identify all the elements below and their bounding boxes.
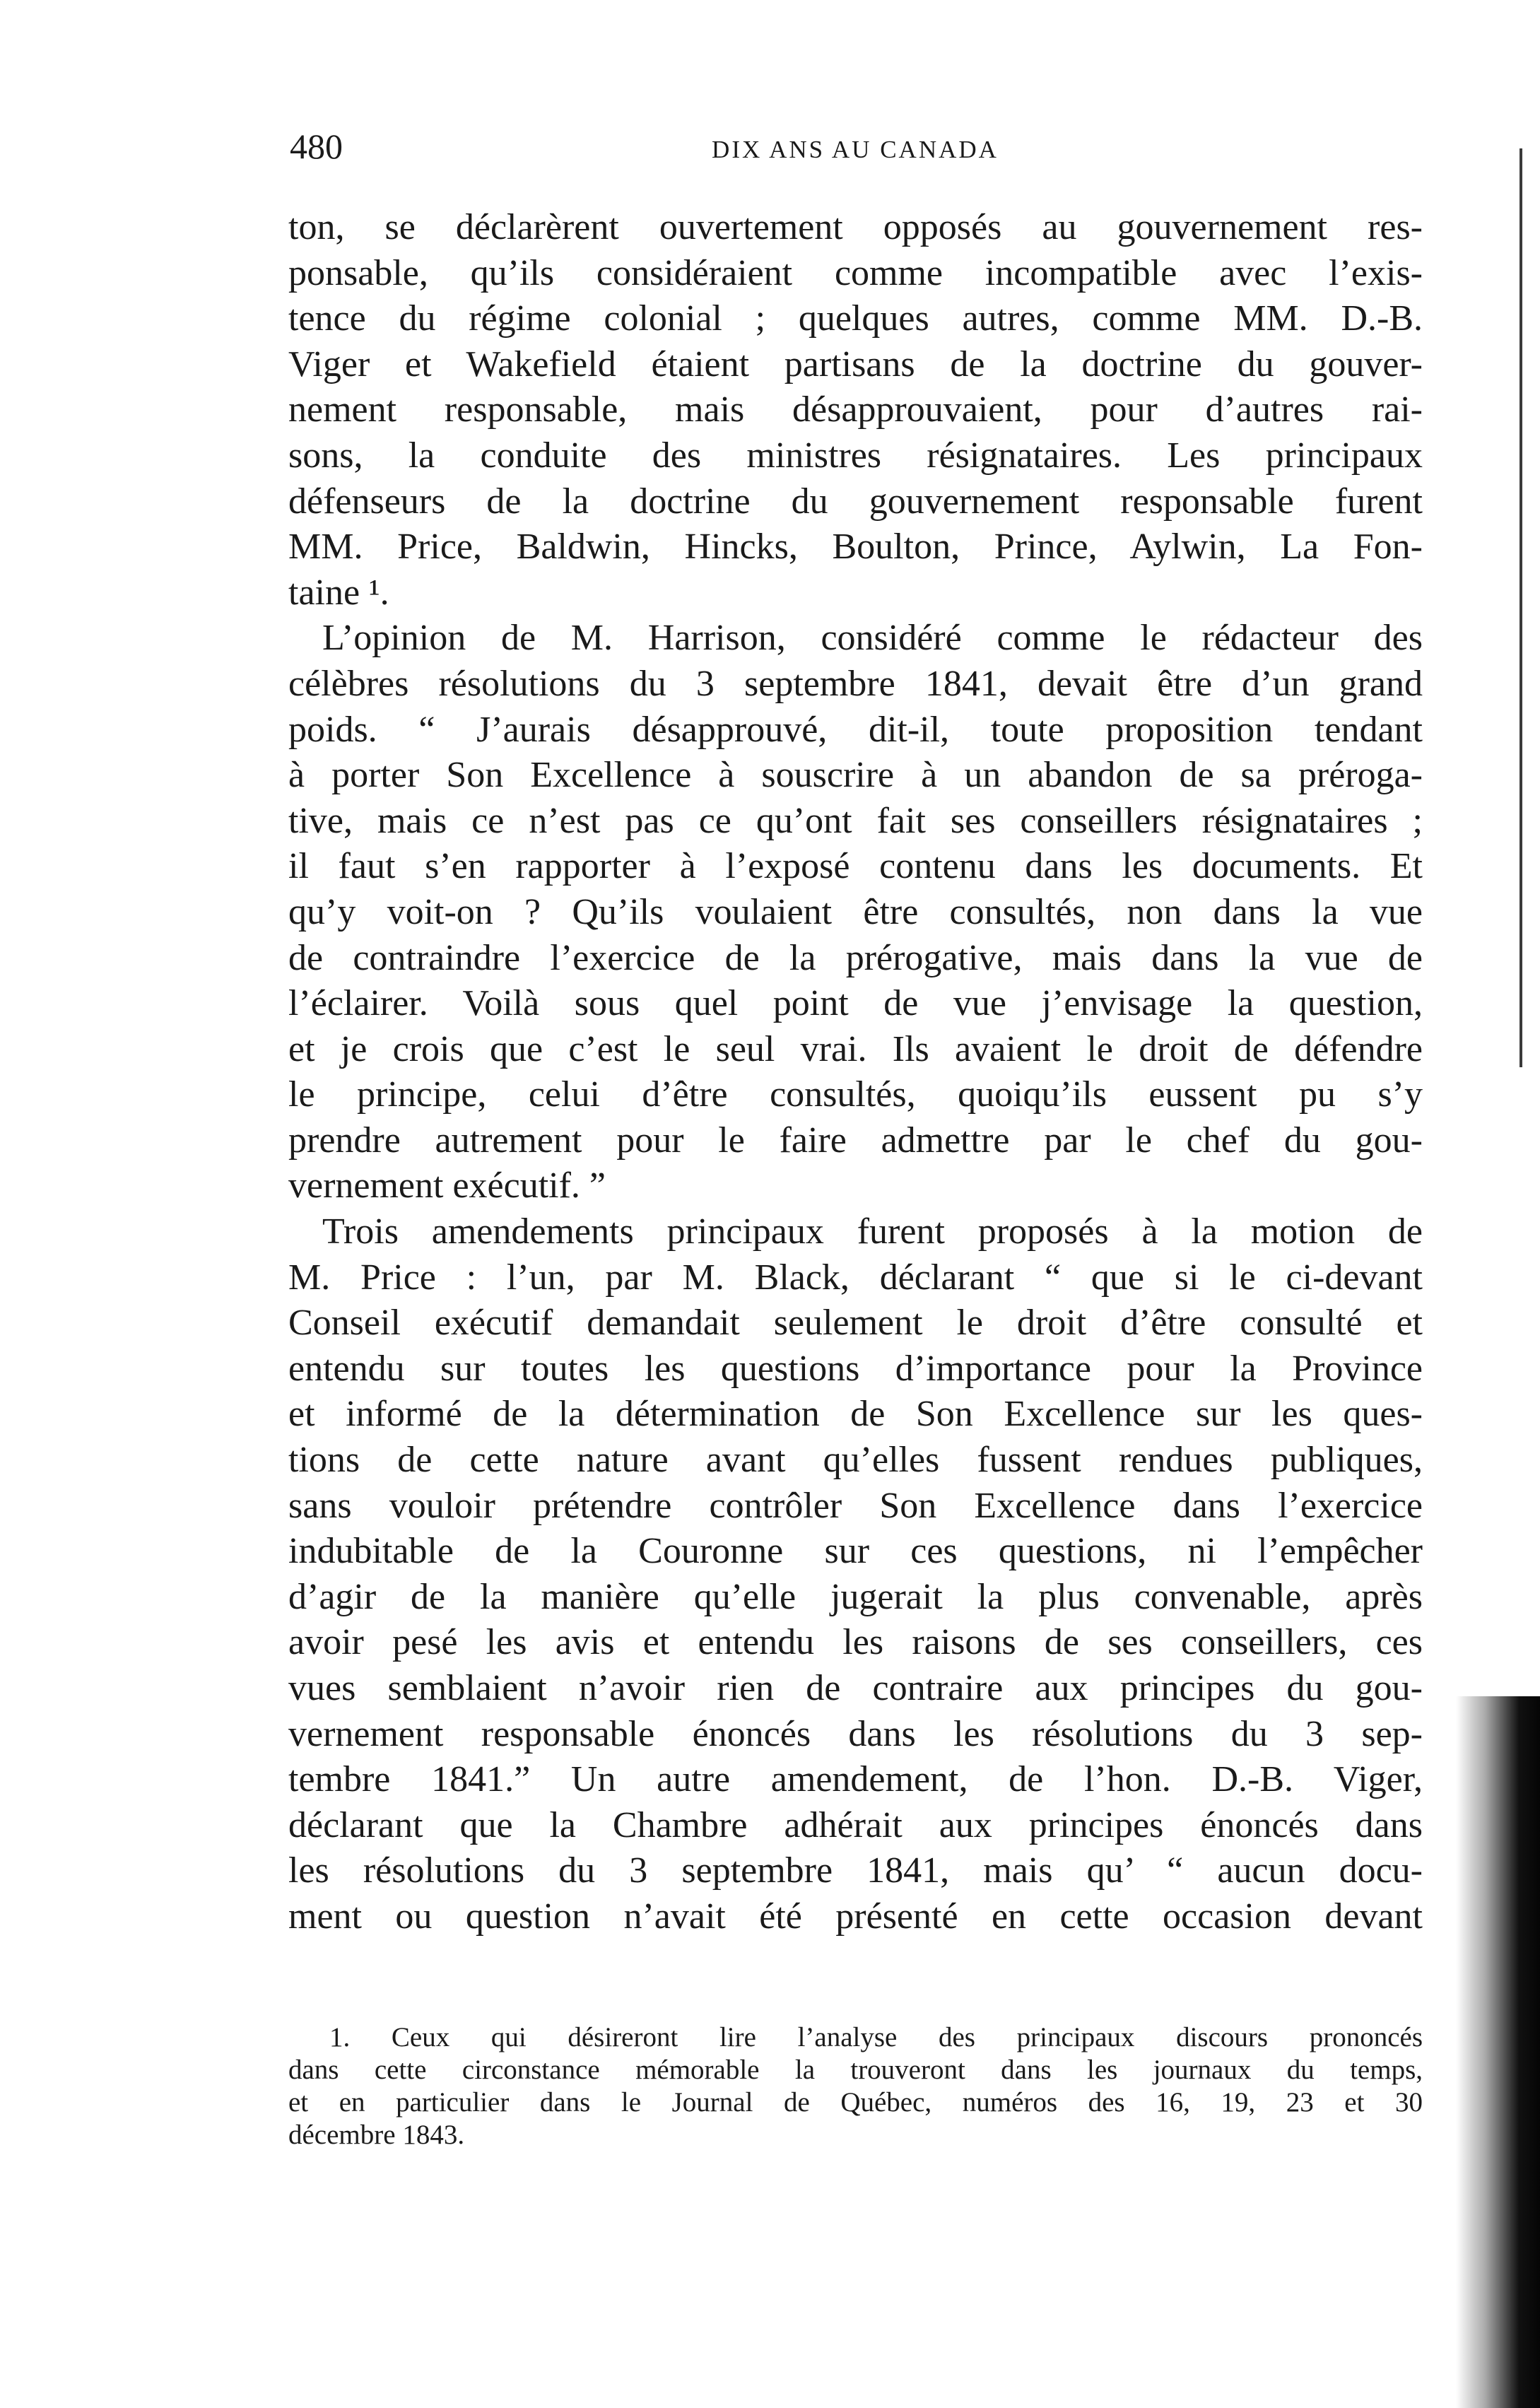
text-line: avoir pesé les avis et entendu les raisons de ses conseillers, ces	[288, 1622, 1423, 1663]
text-line: de contraindre l’exercice de la prérogative, mais dans la vue de	[288, 937, 1423, 978]
text-line: et informé de la détermination de Son Excellence sur les ques-	[288, 1394, 1423, 1435]
text-line: et je crois que c’est le seul vrai. Ils avaient le droit de défendre	[288, 1028, 1423, 1069]
text-line: entendu sur toutes les questions d’importance pour la Province	[288, 1348, 1423, 1389]
text-line: célèbres résolutions du 3 septembre 1841, devait être d’un grand	[288, 663, 1423, 704]
text-line: tive, mais ce n’est pas ce qu’ont fait ses conseillers résignataires ;	[288, 800, 1423, 841]
text-line: les résolutions du 3 septembre 1841, mais qu’ “ aucun docu-	[288, 1850, 1423, 1891]
text-line: l’éclairer. Voilà sous quel point de vue j’envisage la question,	[288, 983, 1423, 1024]
page-edge-shadow	[1520, 148, 1522, 1067]
text-line: vernement responsable énoncés dans les résolutions du 3 sep-	[288, 1713, 1423, 1754]
page-number: 480	[290, 127, 343, 166]
text-line: tembre 1841.” Un autre amendement, de l’hon. D.-B. Viger,	[288, 1759, 1423, 1800]
text-line: à porter Son Excellence à souscrire à un abandon de sa préroga-	[288, 755, 1423, 796]
running-title: DIX ANS AU CANADA	[712, 136, 999, 163]
footnote	[288, 2021, 1423, 2151]
text-line: nement responsable, mais désapprouvaient, pour d’autres rai-	[288, 389, 1423, 430]
text-line: Conseil exécutif demandait seulement le droit d’être consulté et	[288, 1303, 1423, 1344]
footnote-line: dans cette circonstance mémorable la trouveront dans les journaux du temps,	[288, 2055, 1423, 2085]
text-line: poids. “ J’aurais désapprouvé, dit-il, toute proposition tendant	[288, 709, 1423, 750]
text-line: tions de cette nature avant qu’elles fussent rendues publiques,	[288, 1440, 1423, 1481]
text-line: Trois amendements principaux furent proposés à la motion de	[322, 1211, 1423, 1252]
text-line: le principe, celui d’être consultés, quoiqu’ils eussent pu s’y	[288, 1074, 1423, 1115]
text-line: Viger et Wakefield étaient partisans de la doctrine du gouver-	[288, 343, 1423, 384]
text-line: ponsable, qu’ils considéraient comme incompatible avec l’exis-	[288, 252, 1423, 293]
text-line: il faut s’en rapporter à l’exposé contenu dans les documents. Et	[288, 846, 1423, 887]
text-line: indubitable de la Couronne sur ces questions, ni l’empêcher	[288, 1531, 1423, 1572]
text-line: taine ¹.	[288, 572, 389, 613]
page-edge-shadow	[1456, 1696, 1540, 2408]
text-line: L’opinion de M. Harrison, considéré comme le rédacteur des	[322, 618, 1423, 659]
page-header	[290, 126, 1421, 175]
body-text	[288, 205, 1423, 1940]
text-line: ment ou question n’avait été présenté en cette occasion devant	[288, 1896, 1423, 1937]
text-line: MM. Price, Baldwin, Hincks, Boulton, Prince, Aylwin, La Fon-	[288, 527, 1423, 568]
text-line: vernement exécutif. ”	[288, 1165, 606, 1206]
footnote-line: et en particulier dans le Journal de Québec, numéros des 16, 19, 23 et 30	[288, 2087, 1423, 2118]
text-line: déclarant que la Chambre adhérait aux principes énoncés dans	[288, 1804, 1423, 1845]
text-line: vues semblaient n’avoir rien de contraire aux principes du gou-	[288, 1668, 1423, 1708]
footnote-line: décembre 1843.	[288, 2120, 465, 2150]
text-line: ton, se déclarèrent ouvertement opposés au gouvernement res-	[288, 207, 1423, 247]
text-line: sans vouloir prétendre contrôler Son Excellence dans l’exercice	[288, 1485, 1423, 1526]
text-line: sons, la conduite des ministres résignataires. Les principaux	[288, 435, 1423, 476]
text-line: défenseurs de la doctrine du gouvernement responsable furent	[288, 481, 1423, 522]
text-line: d’agir de la manière qu’elle jugerait la plus convenable, après	[288, 1576, 1423, 1617]
text-line: tence du régime colonial ; quelques autres, comme MM. D.-B.	[288, 298, 1423, 339]
text-line: prendre autrement pour le faire admettre par le chef du gou-	[288, 1120, 1423, 1161]
text-line: M. Price : l’un, par M. Black, déclarant “ que si le ci-devant	[288, 1257, 1423, 1298]
footnote-line: 1. Ceux qui désireront lire l’analyse des principaux discours prononcés	[329, 2022, 1423, 2052]
text-line: qu’y voit-on ? Qu’ils voulaient être consultés, non dans la vue	[288, 891, 1423, 932]
